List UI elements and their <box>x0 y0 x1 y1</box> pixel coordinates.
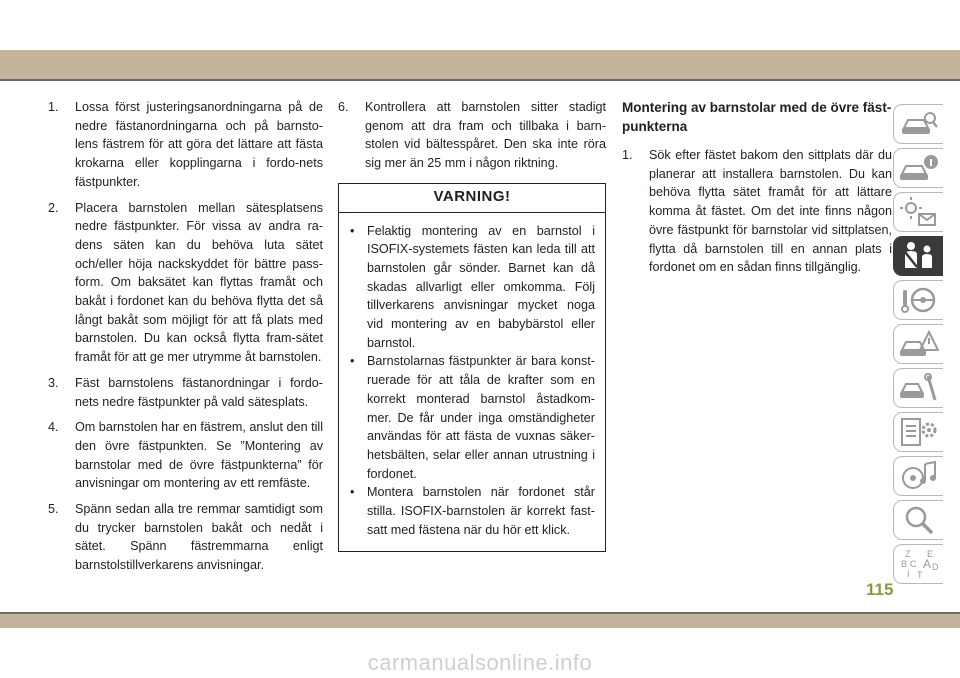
step-item <box>338 98 606 173</box>
index-letter: B <box>900 559 907 569</box>
warning-item <box>349 352 595 483</box>
step-number: 3. <box>48 375 59 390</box>
tab-index[interactable] <box>893 544 943 584</box>
warning-lights-message-icon <box>899 196 939 228</box>
step-text: Sök efter fästet bakom den sittplats där du planerar att installera barnstolen. Du kan behöva flytta sätet framåt för att lättare komma åt fästet. Om det inte finns någon övre fästpunkt för barnstolar vid sittplatsen, flytta då barnstolen till en annan plats i fordonet om en sådan finns tillgänglig. <box>649 148 892 275</box>
warning-item <box>349 483 595 539</box>
step-text: Kontrollera att barnstolen sitter stadigt genom att dra fram och tillbaka i barn-stolen vid bältesspåret. Den ska inte röra sig mer än 25 mm i någon riktning. <box>365 100 606 171</box>
bullet-icon: • <box>350 354 355 369</box>
bullet-icon: • <box>350 485 355 500</box>
car-hazard-icon <box>899 328 939 360</box>
maintenance-checklist-icon <box>899 416 939 448</box>
page-number: 115 <box>866 580 894 599</box>
index-letter: C <box>909 559 916 569</box>
section-heading: Montering av barnstolar med de övre fäst-punkterna <box>622 100 892 134</box>
index-letter: D <box>931 562 938 572</box>
car-search-icon <box>899 108 939 140</box>
warning-title: VARNING! <box>339 184 605 213</box>
warning-item <box>349 222 595 353</box>
step-number: 1. <box>622 148 633 162</box>
step-item <box>48 500 323 575</box>
multimedia-icon <box>899 460 939 492</box>
step-number: 1. <box>48 100 59 114</box>
steps-list <box>48 98 323 575</box>
step-item <box>622 146 892 277</box>
column-1 <box>48 98 323 582</box>
warning-text: Montera barnstolen när fordonet står stilla. ISOFIX-barnstolen är korrekt fast-satt med fästena när du hör ett klick. <box>367 485 595 537</box>
search-icon <box>899 504 939 536</box>
tab-multimedia[interactable] <box>893 456 943 496</box>
index-letter: I <box>906 569 910 579</box>
tab-emergency[interactable] <box>893 324 943 364</box>
safety-seatbelt-icon <box>899 240 939 272</box>
step-number: 2. <box>48 200 59 215</box>
step-text: Spänn sedan alla tre remmar samtidigt som du trycker barnstolen bakåt och nedåt i sätet. Spänn fästremmarna enligt barnstolstillverkarens anvisningar. <box>75 502 323 573</box>
index-letters-icon <box>899 548 939 580</box>
step-item <box>48 418 323 493</box>
step-item <box>48 374 323 411</box>
step-text: Om barnstolen har en fästrem, anslut den till den övre fästpunkten. Se ”Montering av barnstolar med de övre fästpunkterna” för anvisningar om montering av ett remfäste. <box>75 420 323 491</box>
header-band <box>0 50 960 79</box>
index-letter: Z <box>904 549 910 559</box>
tab-service[interactable] <box>893 368 943 408</box>
tab-specifications[interactable] <box>893 412 943 452</box>
step-text: Lossa först justeringsanordningarna på de nedre fästanordningarna och på barnsto-lens fästrem för att göra det lättare att fästa krokarna eller kopplingarna i fordo-nets fästpunkter. <box>75 100 323 189</box>
watermark: carmanualsonline.info <box>367 650 593 675</box>
step-item <box>48 98 323 192</box>
step-number: 4. <box>48 420 59 435</box>
steps-list <box>622 146 892 277</box>
column-2 <box>338 98 606 552</box>
tab-car-info[interactable] <box>893 148 943 188</box>
car-info-icon <box>899 152 939 184</box>
step-number: 6. <box>338 100 349 114</box>
tab-search[interactable] <box>893 500 943 540</box>
steering-wheel-key-icon <box>899 284 939 316</box>
header-rule <box>0 79 960 81</box>
steps-list <box>338 98 606 173</box>
index-letter: T <box>916 570 922 580</box>
tab-warning-lights[interactable] <box>893 192 943 232</box>
column-3 <box>622 98 892 284</box>
footer-band <box>0 614 960 628</box>
step-text: Fäst barnstolens fästanordningar i fordo-nets nedre fästpunkter på vald sätesplats. <box>75 375 323 409</box>
tab-car-search[interactable] <box>893 104 943 144</box>
tab-driving[interactable] <box>893 280 943 320</box>
bullet-icon: • <box>350 223 355 238</box>
chapter-tabs <box>893 104 943 588</box>
step-item <box>48 199 323 367</box>
warning-text: Barnstolarnas fästpunkter är bara konst-ruerade för att tåla de krafter som en korrekt monterad barnstol åstadkom-mer. De får under inga omständigheter användas för att fästa de vuxnas säker-hetsbälten, selar eller annan utrustning i fordonet. <box>367 354 595 481</box>
warning-list <box>339 213 605 552</box>
step-number: 5. <box>48 502 59 517</box>
car-tools-icon <box>899 372 939 404</box>
tab-safety[interactable] <box>893 236 943 276</box>
warning-text: Felaktig montering av en barnstol i ISOFIX-systemets fästen kan leda till att barnstolen går sönder. Barnet kan då skadas allvarligt eller omkomma. Följ tillverkarens anvisningar mycket noga vid montering av en babybärstol eller barnstol. <box>367 223 595 350</box>
index-letter: E <box>926 549 933 559</box>
index-letter: A <box>922 557 931 571</box>
warning-box <box>338 183 606 553</box>
step-text: Placera barnstolen mellan sätesplatsens nedre fästpunkter. För vissa av andra ra-dens säten kan du behöva luta sätet och/eller höja nackskyddet för bättre pass-form. Om baksätet kan flyttas framåt och bakåt i fordonet kan du behöva flytta det så långt bakåt som möjligt för att få plats med barnstolen. Du kan också flytta fram-sätet framåt för att ge mer utrymme åt barnstolen. <box>75 200 323 365</box>
